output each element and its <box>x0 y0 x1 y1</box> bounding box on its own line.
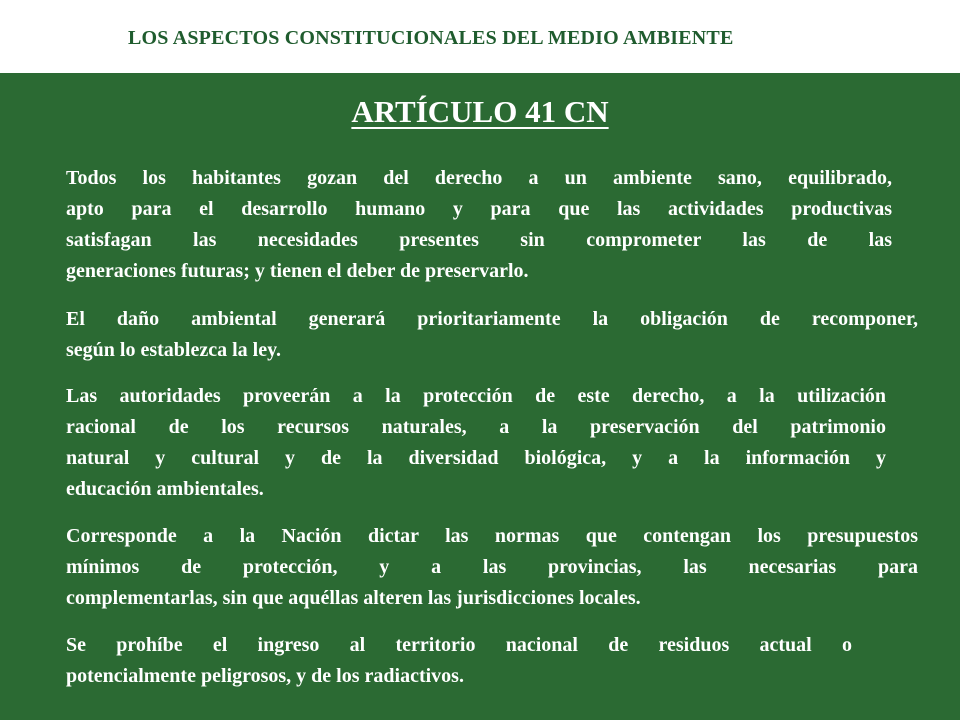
paragraph-line: Todos los habitantes gozan del derecho a un ambiente sano, equilibrado, <box>66 167 892 189</box>
article-paragraph-3 <box>66 381 886 505</box>
article-paragraph-5 <box>66 630 852 692</box>
paragraph-line: complementarlas, sin que aquéllas alteren las jurisdicciones locales. <box>66 587 641 609</box>
paragraph-line: mínimos de protección, y a las provincias, las necesarias para <box>66 556 918 578</box>
paragraph-line: potencialmente peligrosos, y de los radiactivos. <box>66 665 464 687</box>
paragraph-line: El daño ambiental generará prioritariamente la obligación de recomponer, <box>66 308 918 330</box>
paragraph-line: natural y cultural y de la diversidad biológica, y a la información y <box>66 447 886 469</box>
article-paragraph-2 <box>66 304 918 366</box>
paragraph-line: racional de los recursos naturales, a la preservación del patrimonio <box>66 416 886 438</box>
paragraph-line: satisfagan las necesidades presentes sin comprometer las de las <box>66 229 892 251</box>
paragraph-line: educación ambientales. <box>66 478 264 500</box>
paragraph-line: Se prohíbe el ingreso al territorio nacional de residuos actual o <box>66 634 852 656</box>
paragraph-line: Corresponde a la Nación dictar las normas que contengan los presupuestos <box>66 525 918 547</box>
paragraph-line: Las autoridades proveerán a la protección de este derecho, a la utilización <box>66 385 886 407</box>
paragraph-line: generaciones futuras; y tienen el deber de preservarlo. <box>66 260 529 282</box>
article-paragraph-4 <box>66 521 918 614</box>
article-paragraph-1 <box>66 163 892 287</box>
header-bar <box>0 0 960 73</box>
slide-title: LOS ASPECTOS CONSTITUCIONALES DEL MEDIO AMBIENTE <box>128 27 734 49</box>
paragraph-line: apto para el desarrollo humano y para que las actividades productivas <box>66 198 892 220</box>
paragraph-line: según lo establezca la ley. <box>66 339 281 361</box>
article-heading: ARTÍCULO 41 CN <box>351 94 609 129</box>
